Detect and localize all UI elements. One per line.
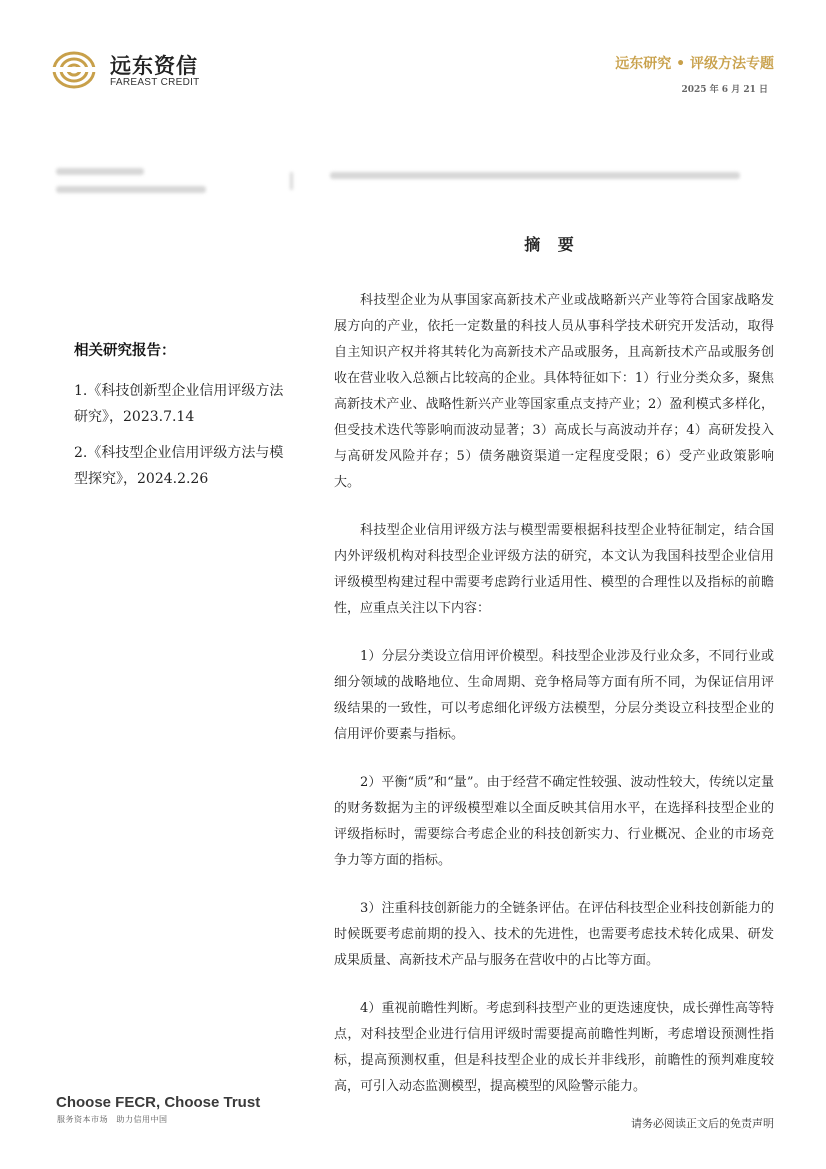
related-reports-title: 相关研究报告： <box>74 343 176 359</box>
footer-disclaimer: 请务必阅读正文后的免责声明 <box>631 1117 774 1130</box>
abstract-paragraph: 1）分层分类设立信用评价模型。科技型企业涉及行业众多，不同行业或细分领域的战略地位、生命周期、竞争格局等方面有所不同，为保证信用评级结果的一致性，可以考虑细化评级方法模型，分层分类设立科技型企业的信用评价要素与指标。 <box>334 649 774 742</box>
redacted-text <box>290 172 293 190</box>
brand-name-en: FAREAST CREDIT <box>110 77 200 88</box>
abstract-paragraph: 3）注重科技创新能力的全链条评估。在评估科技型企业科技创新能力的时候既要考虑前期的投入、技术的先进性，也需要考虑技术转化成果、研发成果质量、高新技术产品与服务在营收中的占比等方面。 <box>334 901 774 968</box>
abstract-paragraph: 4）重视前瞻性判断。考虑到科技型产业的更迭速度快，成长弹性高等特点，对科技型企业进行信用评级时需要提高前瞻性判断，考虑增设预测性指标，提高预测权重，但是科技型企业的成长并非线形，前瞻性的预判难度较高，可引入动态监测模型，提高模型的风险警示能力。 <box>334 1001 774 1094</box>
redacted-text <box>56 168 144 175</box>
footer-slogan: Choose FECR, Choose Trust <box>56 1094 261 1111</box>
abstract-title: 摘 要 <box>524 235 580 254</box>
related-report-item: 2.《科技型企业信用评级方法与模型探究》，2024.2.26 <box>74 445 284 487</box>
report-series-title: 远东研究 • 评级方法专题 <box>615 56 774 72</box>
abstract-paragraph: 科技型企业为从事国家高新技术产业或战略新兴产业等符合国家战略发展方向的产业，依托一定数量的科技人员从事科学技术研究开发活动，取得自主知识产权并将其转化为高新技术产品或服务，且高新技术产品或服务创收在营业收入总额占比较高的企业。具体特征如下：1）行业分类众多，聚焦高新技术产业、战略性新兴产业等国家重点支持产业；2）盈利模式多样化，但受技术迭代等影响而波动显著；3）高成长与高波动并存；4）高研发投入与高研发风险并存；5）债务融资渠道一定程度受限；6）受产业政策影响大。 <box>334 293 774 490</box>
related-reports <box>74 339 289 502</box>
related-report-item: 1.《科技创新型企业信用评级方法研究》，2023.7.14 <box>74 383 284 425</box>
abstract-body <box>334 288 774 1122</box>
redacted-text <box>330 172 740 179</box>
abstract-paragraph: 科技型企业信用评级方法与模型需要根据科技型企业特征制定，结合国内外评级机构对科技型企业评级方法的研究，本文认为我国科技型企业信用评级模型构建过程中需要考虑跨行业适用性、模型的合理性以及指标的前瞻性，应重点关注以下内容： <box>334 523 774 616</box>
footer-tagline: 服务资本市场 助力信用中国 <box>57 1115 168 1124</box>
brand-name-cn: 远东资信 <box>110 54 198 78</box>
fareast-credit-logo-icon <box>52 50 96 90</box>
redacted-text <box>56 186 206 193</box>
report-date: 2025 年 6 月 21 日 <box>681 85 768 95</box>
abstract-paragraph: 2）平衡“质”和“量”。由于经营不确定性较强、波动性较大，传统以定量的财务数据为主的评级模型难以全面反映其信用水平，在选择科技型企业的评级指标时，需要综合考虑企业的科技创新实力、行业概况、企业的市场竞争力等方面的指标。 <box>334 775 774 868</box>
